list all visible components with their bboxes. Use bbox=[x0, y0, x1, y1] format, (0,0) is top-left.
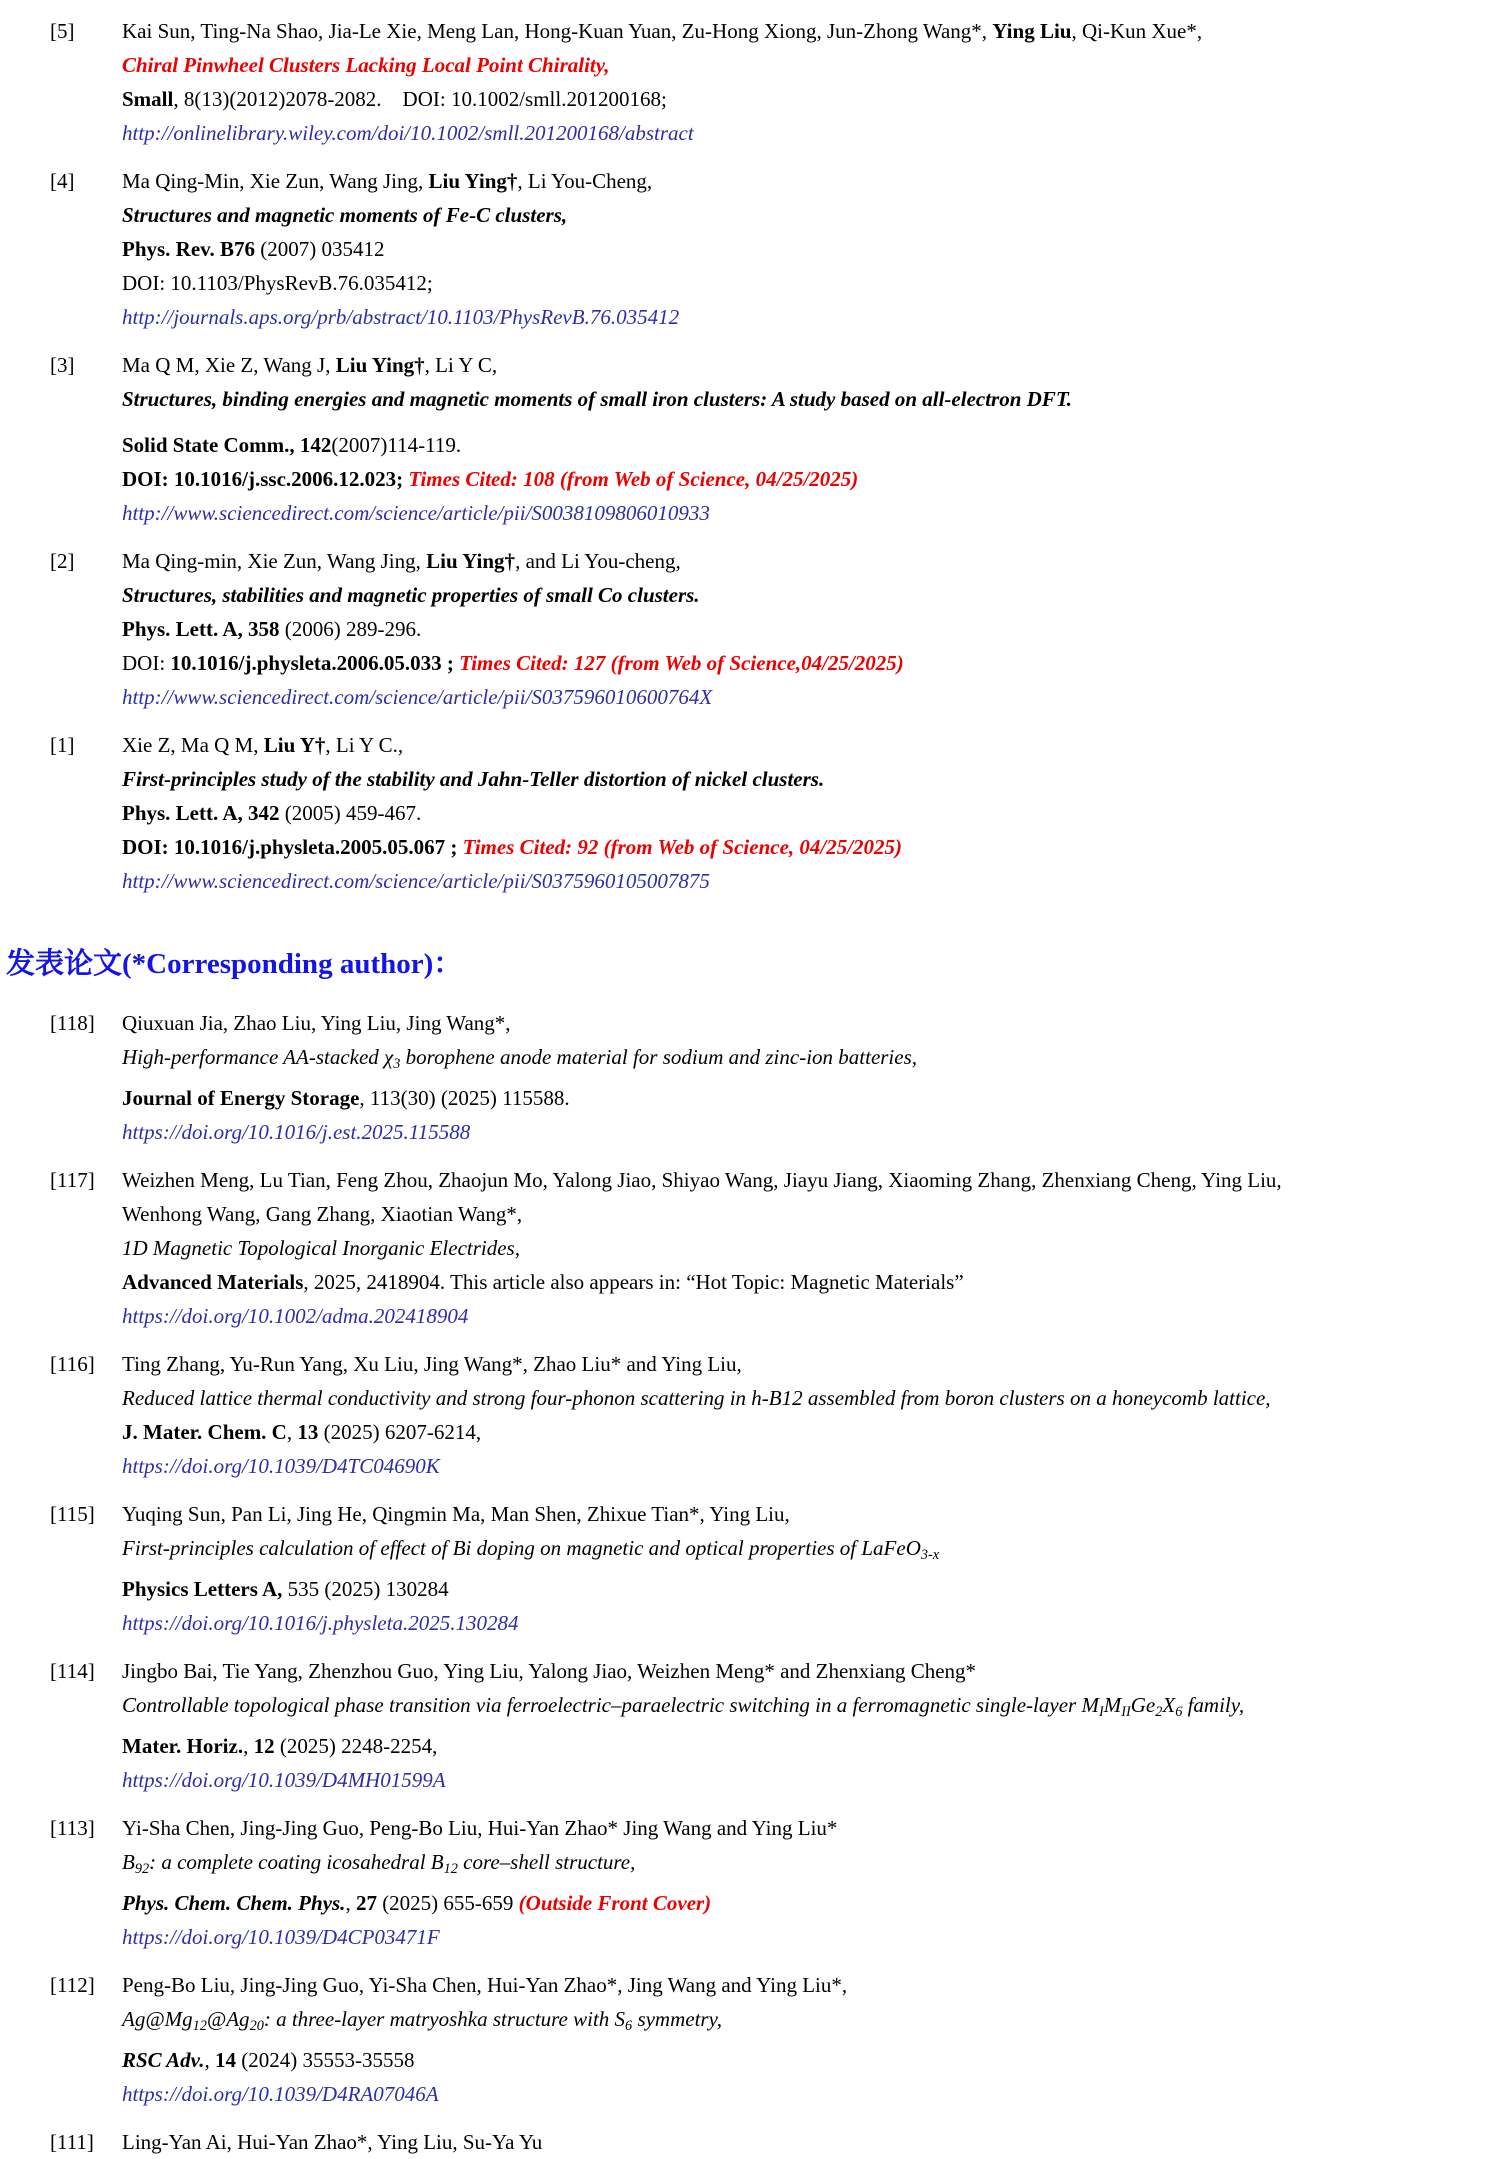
ref-line-authors bbox=[122, 1811, 1460, 1845]
text-segment: Peng-Bo Liu, Jing-Jing Guo, Yi-Sha Chen, Hui-Yan Zhao*, Jing Wang and Ying Liu*, bbox=[122, 1972, 848, 1997]
text-segment: Kai Sun, Ting-Na Shao, Jia-Le Xie, Meng Lan, Hong-Kuan Yuan, Zu-Hong Xiong, Jun-Zhong Wang*, bbox=[122, 19, 993, 43]
ref-line-doi bbox=[122, 646, 1460, 680]
text-segment: 10.1016/j.physleta.2006.05.033 ; bbox=[170, 651, 460, 675]
text-segment: , 8(13)(2012)2078-2082. DOI: 10.1002/smll.201200168; bbox=[173, 87, 667, 111]
text-segment: Reduced lattice thermal conductivity and strong four-phonon scattering in h-B12 assembled from boron clusters on a honeycomb lattice, bbox=[122, 1385, 1271, 1410]
ref-line-url bbox=[122, 1449, 1460, 1483]
text-segment: Xie Z, Ma Q M, bbox=[122, 733, 264, 757]
text-segment: 3 bbox=[393, 1055, 401, 1072]
url-link[interactable]: https://doi.org/10.1016/j.physleta.2025.130284 bbox=[122, 1610, 519, 1635]
text-segment: @Ag bbox=[206, 2006, 250, 2031]
text-segment: 6 bbox=[1175, 1703, 1183, 1720]
text-segment: X bbox=[1162, 1692, 1176, 1717]
published-papers-heading bbox=[6, 944, 1460, 984]
text-segment: 1D Magnetic Topological Inorganic Electrides, bbox=[122, 1235, 520, 1260]
text-segment: 12 bbox=[443, 1860, 458, 1877]
text-segment: I bbox=[1098, 1703, 1104, 1720]
text-segment: Structures, binding energies and magnetic moments of small iron clusters: A study based on all-electron DFT. bbox=[122, 387, 1072, 411]
text-segment: Structures and magnetic moments of Fe-C clusters, bbox=[122, 203, 568, 227]
text-segment: DOI: 10.1103/PhysRevB.76.035412; bbox=[122, 271, 433, 295]
text-segment: Phys. Lett. A, 342 bbox=[122, 801, 280, 825]
text-segment: Journal of Energy Storage bbox=[122, 1085, 360, 1110]
text-segment: First-principles calculation of effect of Bi doping on magnetic and optical properties of LaFeO bbox=[122, 1535, 921, 1560]
text-segment: Phys. Rev. B76 bbox=[122, 237, 256, 261]
ref-line-title bbox=[122, 1531, 1460, 1572]
text-segment: Small bbox=[122, 87, 174, 111]
url-link[interactable]: http://journals.aps.org/prb/abstract/10.1103/PhysRevB.76.035412 bbox=[122, 305, 680, 329]
text-segment: Ma Q M, Xie Z, Wang J, bbox=[122, 353, 336, 377]
ref-line-title bbox=[122, 1688, 1460, 1729]
reference-item bbox=[50, 1654, 1460, 1797]
ref-line-journal bbox=[122, 428, 1460, 462]
heading-english-label: (*Corresponding author)： bbox=[122, 948, 463, 980]
reference-number: [4] bbox=[50, 169, 75, 193]
text-segment: 535 (2025) 130284 bbox=[282, 1576, 449, 1601]
text-segment: Jingbo Bai, Tie Yang, Zhenzhou Guo, Ying Liu, Yalong Jiao, Weizhen Meng* and Zhenxiang Cheng* bbox=[122, 1658, 977, 1683]
ref-line-journal bbox=[122, 1729, 1460, 1763]
text-segment: Yi-Sha Chen, Jing-Jing Guo, Peng-Bo Liu, Hui-Yan Zhao* Jing Wang and Ying Liu* bbox=[122, 1815, 838, 1840]
ref-line-url bbox=[122, 496, 1460, 530]
reference-number: [5] bbox=[50, 19, 75, 43]
text-segment: Times Cited: 127 (from Web of Science,04/25/2025) bbox=[459, 651, 904, 675]
reference-item bbox=[50, 1006, 1460, 1149]
text-segment: , bbox=[204, 2047, 215, 2072]
ref-line-title bbox=[122, 1040, 1460, 1081]
reference-number: [3] bbox=[50, 353, 75, 377]
reference-number: [2] bbox=[50, 549, 75, 573]
ref-line-doi bbox=[122, 830, 1460, 864]
text-segment: 12 bbox=[192, 2017, 207, 2034]
text-segment: DOI: 10.1016/j.ssc.2006.12.023; bbox=[122, 467, 409, 491]
ref-line-title bbox=[122, 48, 1460, 82]
heading-chinese-label: 发表论文 bbox=[6, 948, 123, 980]
ref-line-authors bbox=[122, 728, 1460, 762]
url-link[interactable]: https://doi.org/10.1039/D4TC04690K bbox=[122, 1453, 440, 1478]
text-segment: Solid State Comm., 142 bbox=[122, 433, 332, 457]
text-segment: , bbox=[286, 1419, 298, 1444]
text-segment: II bbox=[1121, 1703, 1131, 1720]
text-segment: , and Li You-cheng, bbox=[515, 549, 681, 573]
text-segment: (2005) 459-467. bbox=[279, 801, 422, 825]
text-segment: Liu Ying† bbox=[335, 353, 425, 377]
text-segment: Liu Y† bbox=[263, 733, 326, 757]
ref-line-title bbox=[122, 382, 1460, 416]
ref-line-authors bbox=[122, 1006, 1460, 1040]
text-segment: 92 bbox=[134, 1860, 150, 1877]
text-segment: RSC Adv. bbox=[122, 2047, 205, 2072]
url-link[interactable]: http://www.sciencedirect.com/science/article/pii/S0375960105007875 bbox=[122, 869, 710, 893]
ref-line-url bbox=[122, 1115, 1460, 1149]
ref-line-authors bbox=[122, 14, 1460, 48]
text-segment: 27 bbox=[355, 1890, 377, 1915]
ref-line-journal bbox=[122, 2043, 1460, 2077]
reference-number: [116] bbox=[50, 1351, 95, 1376]
text-segment: , 2025, 2418904. This article also appears in: “Hot Topic: Magnetic Materials” bbox=[303, 1269, 964, 1294]
text-segment: Ma Qing-Min, Xie Zun, Wang Jing, bbox=[122, 169, 429, 193]
ref-line-url bbox=[122, 1763, 1460, 1797]
text-segment: , bbox=[345, 1890, 356, 1915]
reference-item bbox=[50, 1968, 1460, 2111]
text-segment: core–shell structure, bbox=[457, 1849, 636, 1874]
ref-line-doi bbox=[122, 266, 1460, 300]
text-segment: borophene anode material for sodium and zinc-ion batteries, bbox=[400, 1045, 918, 1069]
cited-references-section bbox=[50, 14, 1460, 898]
text-segment: Yuqing Sun, Pan Li, Jing He, Qingmin Ma, Man Shen, Zhixue Tian*, Ying Liu, bbox=[122, 1501, 790, 1526]
text-segment: , Li You-Cheng, bbox=[517, 169, 653, 193]
ref-line-authors bbox=[122, 1197, 1460, 1231]
text-segment: , 113(30) (2025) 115588. bbox=[359, 1085, 570, 1110]
text-segment: Phys. Lett. A, 358 bbox=[122, 617, 280, 641]
ref-line-journal bbox=[122, 82, 1460, 116]
text-segment: Liu Ying† bbox=[428, 169, 518, 193]
ref-line-title bbox=[122, 1381, 1460, 1415]
reference-item bbox=[50, 544, 1460, 714]
text-segment: Advanced Materials bbox=[122, 1269, 304, 1294]
text-segment: , bbox=[243, 1733, 254, 1758]
text-segment: (2007)114-119. bbox=[331, 433, 462, 457]
reference-number: [118] bbox=[50, 1011, 95, 1035]
text-segment: (Outside Front Cover) bbox=[518, 1890, 712, 1915]
text-segment: 20 bbox=[249, 2017, 264, 2034]
text-segment: 13 bbox=[297, 1419, 319, 1444]
text-segment: High-performance AA-stacked χ bbox=[122, 1045, 394, 1069]
text-segment: : a three-layer matryoshka structure with S bbox=[263, 2006, 626, 2031]
text-segment: 2 bbox=[1155, 1703, 1163, 1720]
text-segment: Structures, stabilities and magnetic properties of small Co clusters. bbox=[122, 583, 700, 607]
ref-line-journal bbox=[122, 1572, 1460, 1606]
text-segment: Ag@Mg bbox=[122, 2006, 193, 2031]
ref-line-url bbox=[122, 116, 1460, 150]
ref-line-url bbox=[122, 1606, 1460, 1640]
reference-number: [113] bbox=[50, 1815, 95, 1840]
ref-line-doi bbox=[122, 462, 1460, 496]
text-segment: (2025) 6207-6214, bbox=[318, 1419, 482, 1444]
text-segment: : a complete coating icosahedral B bbox=[149, 1849, 444, 1874]
text-segment: B bbox=[122, 1849, 135, 1874]
text-segment: Controllable topological phase transition via ferroelectric–paraelectric switching in a ferromagnetic single-layer M bbox=[122, 1692, 1099, 1717]
reference-item bbox=[50, 14, 1460, 150]
ref-line-url bbox=[122, 864, 1460, 898]
ref-line-journal bbox=[122, 1081, 1460, 1115]
ref-line-title bbox=[122, 1231, 1460, 1265]
reference-number: [117] bbox=[50, 1167, 95, 1192]
ref-line-journal bbox=[122, 796, 1460, 830]
text-segment: Wenhong Wang, Gang Zhang, Xiaotian Wang*, bbox=[122, 1201, 523, 1226]
text-segment: M bbox=[1103, 1692, 1122, 1717]
url-link[interactable]: https://doi.org/10.1039/D4RA07046A bbox=[122, 2081, 439, 2106]
ref-line-journal bbox=[122, 1886, 1460, 1920]
clipped-reference-111 bbox=[50, 2125, 1460, 2154]
text-segment: Ma Qing-min, Xie Zun, Wang Jing, bbox=[122, 549, 427, 573]
ref-line-url bbox=[122, 2077, 1460, 2111]
text-segment: Ling-Yan Ai, Hui-Yan Zhao*, Ying Liu, Su-Ya Yu bbox=[122, 2129, 543, 2154]
reference-number: [115] bbox=[50, 1501, 95, 1526]
text-segment: (2024) 35553-35558 bbox=[235, 2047, 415, 2072]
text-segment: , Qi-Kun Xue*, bbox=[1071, 19, 1203, 43]
text-segment: Qiuxuan Jia, Zhao Liu, Ying Liu, Jing Wang*, bbox=[122, 1011, 511, 1035]
ref-line-authors bbox=[122, 1347, 1460, 1381]
ref-line-title bbox=[122, 2002, 1460, 2043]
text-segment: symmetry, bbox=[632, 2006, 723, 2031]
text-segment: (2006) 289-296. bbox=[279, 617, 422, 641]
text-segment: J. Mater. Chem. C bbox=[122, 1419, 287, 1444]
ref-line-authors bbox=[122, 164, 1460, 198]
reference-number: [112] bbox=[50, 1972, 95, 1997]
text-segment: Chiral Pinwheel Clusters Lacking Local Point Chirality, bbox=[122, 53, 610, 77]
text-segment: Phys. Chem. Chem. Phys. bbox=[122, 1890, 346, 1915]
text-segment: (2025) 2248-2254, bbox=[274, 1733, 438, 1758]
url-link[interactable]: https://doi.org/10.1039/D4CP03471F bbox=[122, 1924, 440, 1949]
text-segment: Physics Letters A, bbox=[122, 1576, 283, 1601]
ref-line-journal bbox=[122, 232, 1460, 266]
ref-line-authors bbox=[122, 1163, 1460, 1197]
reference-number: [114] bbox=[50, 1658, 95, 1683]
text-segment: Weizhen Meng, Lu Tian, Feng Zhou, Zhaojun Mo, Yalong Jiao, Shiyao Wang, Jiayu Jiang, Xiaoming Zhang, Zhenxiang Cheng, Ying Liu, bbox=[122, 1167, 1282, 1192]
reference-item bbox=[50, 1811, 1460, 1954]
ref-line-url bbox=[122, 680, 1460, 714]
reference-item bbox=[50, 1163, 1460, 1333]
text-segment: family, bbox=[1182, 1692, 1245, 1717]
ref-line-authors bbox=[122, 1654, 1460, 1688]
reference-number: [111] bbox=[50, 2129, 94, 2154]
ref-line-title bbox=[122, 1845, 1460, 1886]
text-segment: (2007) 035412 bbox=[255, 237, 385, 261]
ref-line-authors bbox=[122, 348, 1460, 382]
ref-line-url bbox=[122, 1920, 1460, 1954]
ref-line-title bbox=[122, 198, 1460, 232]
text-segment: (2025) 655-659 bbox=[376, 1890, 519, 1915]
reference-item bbox=[50, 164, 1460, 334]
text-segment: 3-x bbox=[920, 1546, 940, 1563]
ref-line-journal bbox=[122, 1415, 1460, 1449]
ref-line-title bbox=[122, 578, 1460, 612]
text-segment: Mater. Horiz. bbox=[122, 1733, 244, 1758]
text-segment: 12 bbox=[253, 1733, 275, 1758]
url-link[interactable]: http://onlinelibrary.wiley.com/doi/10.1002/smll.201200168/abstract bbox=[122, 121, 694, 145]
text-segment: Ting Zhang, Yu-Run Yang, Xu Liu, Jing Wang*, Zhao Liu* and Ying Liu, bbox=[122, 1351, 742, 1376]
ref-line-url bbox=[122, 1299, 1460, 1333]
ref-line-authors bbox=[122, 1968, 1460, 2002]
text-segment: First-principles study of the stability and Jahn-Teller distortion of nickel clusters. bbox=[122, 767, 825, 791]
url-link[interactable]: http://www.sciencedirect.com/science/article/pii/S0038109806010933 bbox=[122, 501, 710, 525]
reference-item bbox=[50, 1347, 1460, 1483]
text-segment: Liu Ying† bbox=[426, 549, 516, 573]
text-segment: Times Cited: 108 (from Web of Science, 04/25/2025) bbox=[408, 467, 859, 491]
text-segment: DOI: bbox=[122, 651, 171, 675]
text-segment: Ge bbox=[1130, 1692, 1156, 1717]
text-segment: , Li Y C, bbox=[424, 353, 498, 377]
url-link[interactable]: https://doi.org/10.1016/j.est.2025.115588 bbox=[122, 1119, 471, 1144]
text-segment: 14 bbox=[214, 2047, 236, 2072]
text-segment: 6 bbox=[625, 2017, 633, 2034]
reference-number: [1] bbox=[50, 733, 75, 757]
ref-line-url bbox=[122, 300, 1460, 334]
reference-item bbox=[50, 728, 1460, 898]
reference-item bbox=[50, 1497, 1460, 1640]
text-segment: Times Cited: 92 (from Web of Science, 04/25/2025) bbox=[462, 835, 903, 859]
text-segment: DOI: 10.1016/j.physleta.2005.05.067 ; bbox=[122, 835, 463, 859]
text-segment: , Li Y C., bbox=[325, 733, 404, 757]
url-link[interactable]: https://doi.org/10.1002/adma.202418904 bbox=[122, 1303, 469, 1328]
url-link[interactable]: http://www.sciencedirect.com/science/article/pii/S037596010600764X bbox=[122, 685, 713, 709]
ref-line-authors bbox=[122, 544, 1460, 578]
ref-line-journal bbox=[122, 1265, 1460, 1299]
reference-item bbox=[50, 348, 1460, 530]
ref-line-title bbox=[122, 762, 1460, 796]
ref-line-authors bbox=[122, 1497, 1460, 1531]
published-references-section bbox=[50, 1006, 1460, 2111]
url-link[interactable]: https://doi.org/10.1039/D4MH01599A bbox=[122, 1767, 446, 1792]
text-segment: Ying Liu bbox=[992, 19, 1072, 43]
ref-line-journal bbox=[122, 612, 1460, 646]
